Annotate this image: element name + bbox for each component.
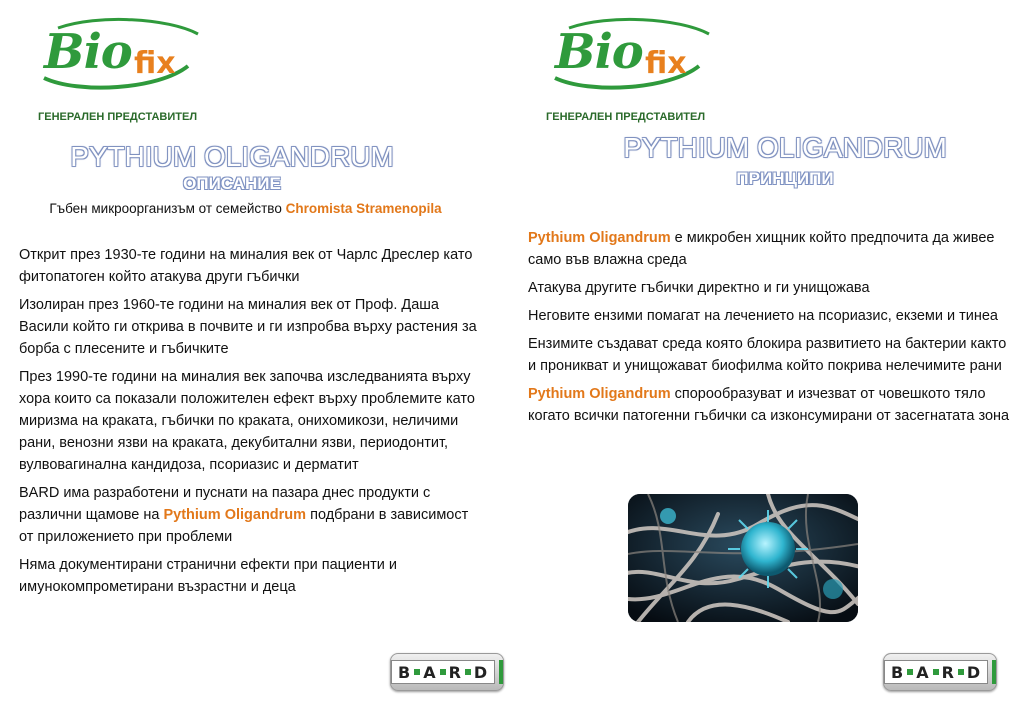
bard-letter: B	[398, 662, 412, 682]
bard-para-text: BARD има разработени и пуснати на пазара днес продукти с различни щамове на	[19, 485, 431, 523]
bard-green-mark-icon	[992, 660, 996, 684]
microorganism-image	[628, 494, 858, 622]
bard-logo	[390, 653, 504, 691]
bard-green-mark-icon	[499, 660, 503, 684]
logo-fix-text: fix	[134, 46, 176, 81]
paragraph-bard-products	[19, 482, 484, 548]
species-highlight: Pythium Oligandrum	[528, 230, 671, 246]
right-page	[511, 0, 1023, 708]
bard-letter: A	[423, 662, 437, 682]
bard-letter: B	[891, 662, 905, 682]
bard-logo	[883, 653, 997, 691]
page-title: PYTHIUM OLIGANDRUM	[623, 132, 947, 163]
bard-letter: R	[448, 662, 462, 682]
paragraph: Ензимите създават среда която блокира развитието на бактерии както и проникват и унищожават биофилма който покрива нелечимите рани	[528, 336, 1007, 374]
paragraph: Изолиран през 1960-те години на миналия век от Проф. Даша Васили който ги открива в почвите и ги изпробва върху растения за борба с плесените и гъбичките	[19, 297, 477, 357]
logo-bio-text: Bio	[555, 24, 643, 80]
intro-line	[18, 198, 473, 219]
microorganism-illustration-icon	[628, 494, 858, 622]
bard-letter: A	[916, 662, 930, 682]
page-subtitle: ОПИСАНИЕ	[183, 174, 281, 193]
page-subtitle: ПРИНЦИПИ	[736, 169, 834, 188]
species-highlight: Pythium Oligandrum	[528, 386, 671, 402]
bard-para-tail: подбрани в зависимост от приложението при проблеми	[19, 507, 469, 545]
bard-letter: D	[966, 662, 982, 682]
logo-fix-text: fix	[645, 46, 687, 81]
description-paragraphs	[19, 244, 484, 604]
intro-text: Гъбен микроорганизъм от семейство	[49, 201, 286, 216]
paragraph-text: спорообразуват и изчезват от човешкото тяло когато всички патогенни гъбички са изконсумирани от засегнатата зона	[528, 386, 1010, 424]
paragraph: През 1990-те години на миналия век започва изследванията върху хора които са показали положителен ефект върху проблемите като миризма на краката, гъбички по краката, онихомикози, неличими рани, венозни язви на краката, декубитални язви, периодонтит, вулвовагинална кандидоза, псориазис и дерматит	[19, 369, 475, 473]
paragraph: Атакува другите гъбички директно и ги унищожава	[528, 280, 870, 296]
paragraph	[528, 383, 1014, 427]
paragraph: Неговите ензими помагат на лечението на псориазис, екземи и тинеа	[528, 308, 998, 324]
biofix-logo	[549, 16, 719, 96]
left-page	[0, 0, 511, 708]
paragraph: Няма документирани странични ефекти при пациенти и имунокомпрометирани възрастни и деца	[19, 557, 398, 595]
paragraph-text: е микробен хищник който предпочита да живее само във влажна среда	[528, 230, 995, 268]
general-representative-label: ГЕНЕРАЛЕН ПРЕДСТАВИТЕЛ	[38, 111, 198, 123]
bard-para-highlight: Pythium Oligandrum	[163, 507, 307, 523]
intro-highlight: Chromista Stramenopila	[285, 201, 442, 216]
paragraph: Открит през 1930-те години на миналия век от Чарлс Дреслер като фитопатоген който атакува други гъбички	[19, 247, 473, 285]
general-representative-label: ГЕНЕРАЛЕН ПРЕДСТАВИТЕЛ	[546, 111, 706, 123]
biofix-logo	[38, 16, 208, 96]
principles-paragraphs	[528, 227, 1014, 433]
logo-bio-text: Bio	[44, 24, 132, 80]
bard-letter: D	[473, 662, 489, 682]
bard-letter: R	[941, 662, 955, 682]
page-title: PYTHIUM OLIGANDRUM	[70, 141, 394, 172]
paragraph	[528, 227, 1014, 271]
